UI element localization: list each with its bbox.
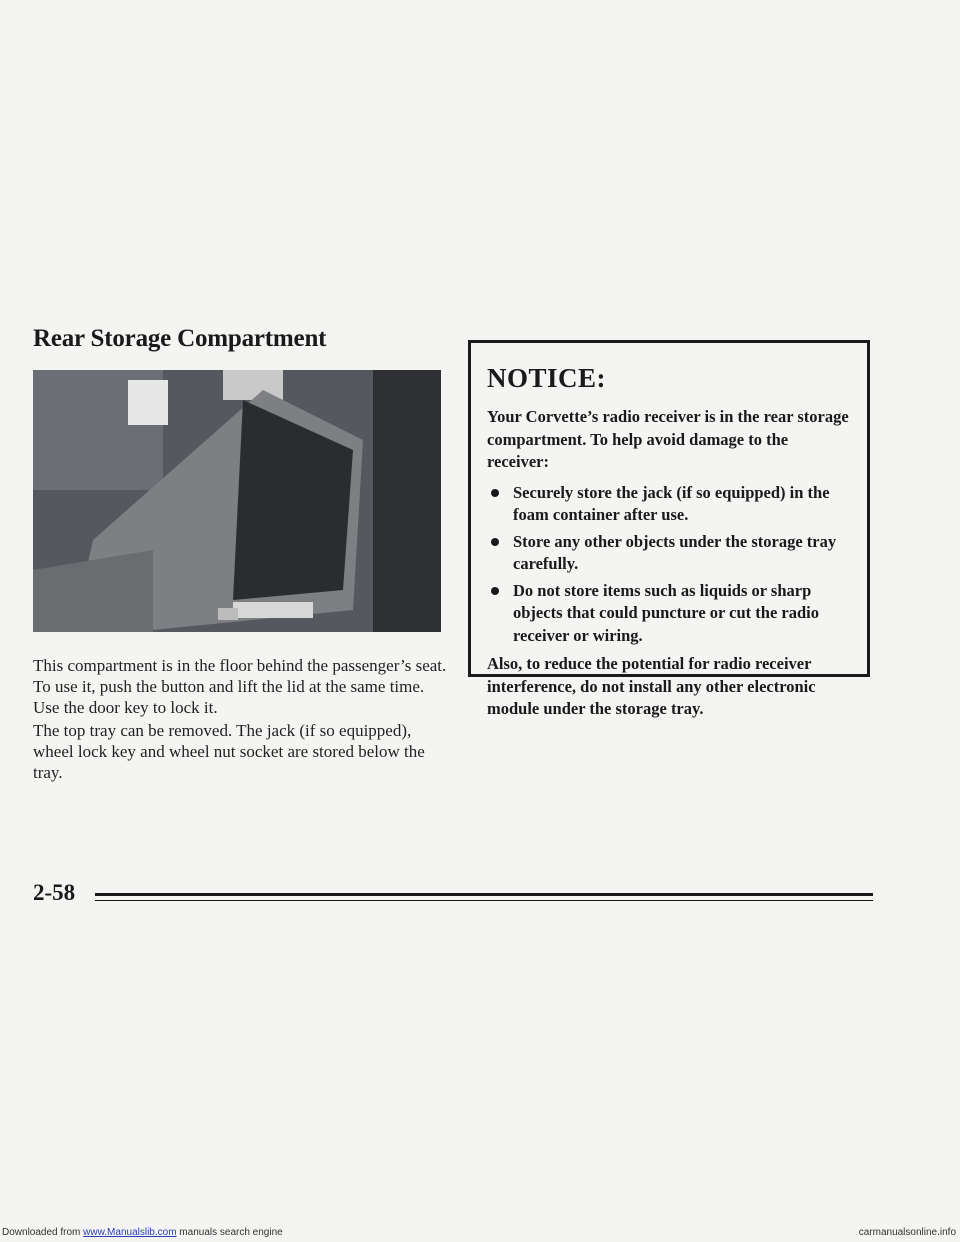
page-number: 2-58 bbox=[33, 880, 76, 905]
notice-bullet-text: Securely store the jack (if so equipped) in the foam container after use. bbox=[513, 482, 830, 524]
watermark-suffix: manuals search engine bbox=[176, 1227, 283, 1238]
footer-rule bbox=[95, 893, 873, 899]
manualslib-link[interactable]: www.Manualslib.com bbox=[83, 1227, 177, 1238]
notice-bullet-text: Do not store items such as liquids or sharp objects that could puncture or cut the radio receiver or wiring. bbox=[513, 580, 820, 645]
watermark-right: carmanualsonline.info bbox=[858, 1227, 956, 1238]
paragraph-tray-contents: The top tray can be removed. The jack (if so equipped), wheel lock key and wheel nut socket are stored below the tray. bbox=[33, 721, 425, 782]
watermark-left bbox=[2, 1227, 283, 1238]
notice-bullet-list bbox=[487, 482, 853, 648]
notice-intro: Your Corvette’s radio receiver is in the rear storage compartment. To help avoid damage to the receiver: bbox=[487, 407, 849, 471]
notice-closing: Also, to reduce the potential for radio receiver interference, do not install any other electronic module under the storage tray. bbox=[487, 654, 816, 718]
notice-bullet bbox=[487, 531, 853, 576]
paragraph-compartment-usage: This compartment is in the floor behind the passenger’s seat. To use it, push the button and lift the lid at the same time. Use the door key to lock it. bbox=[33, 656, 447, 717]
notice-bullet-text: Store any other objects under the storage tray carefully. bbox=[513, 531, 837, 573]
bullet-dot-icon bbox=[491, 489, 499, 497]
notice-bullet bbox=[487, 580, 853, 648]
bullet-dot-icon bbox=[491, 587, 499, 595]
page-footer bbox=[33, 880, 873, 910]
bullet-dot-icon bbox=[491, 538, 499, 546]
notice-box bbox=[468, 340, 870, 718]
notice-bullet bbox=[487, 482, 853, 527]
storage-compartment-photo bbox=[33, 370, 441, 632]
watermark-prefix: Downloaded from bbox=[2, 1227, 84, 1238]
notice-heading: NOTICE: bbox=[487, 363, 607, 393]
section-title: Rear Storage Compartment bbox=[33, 325, 327, 352]
